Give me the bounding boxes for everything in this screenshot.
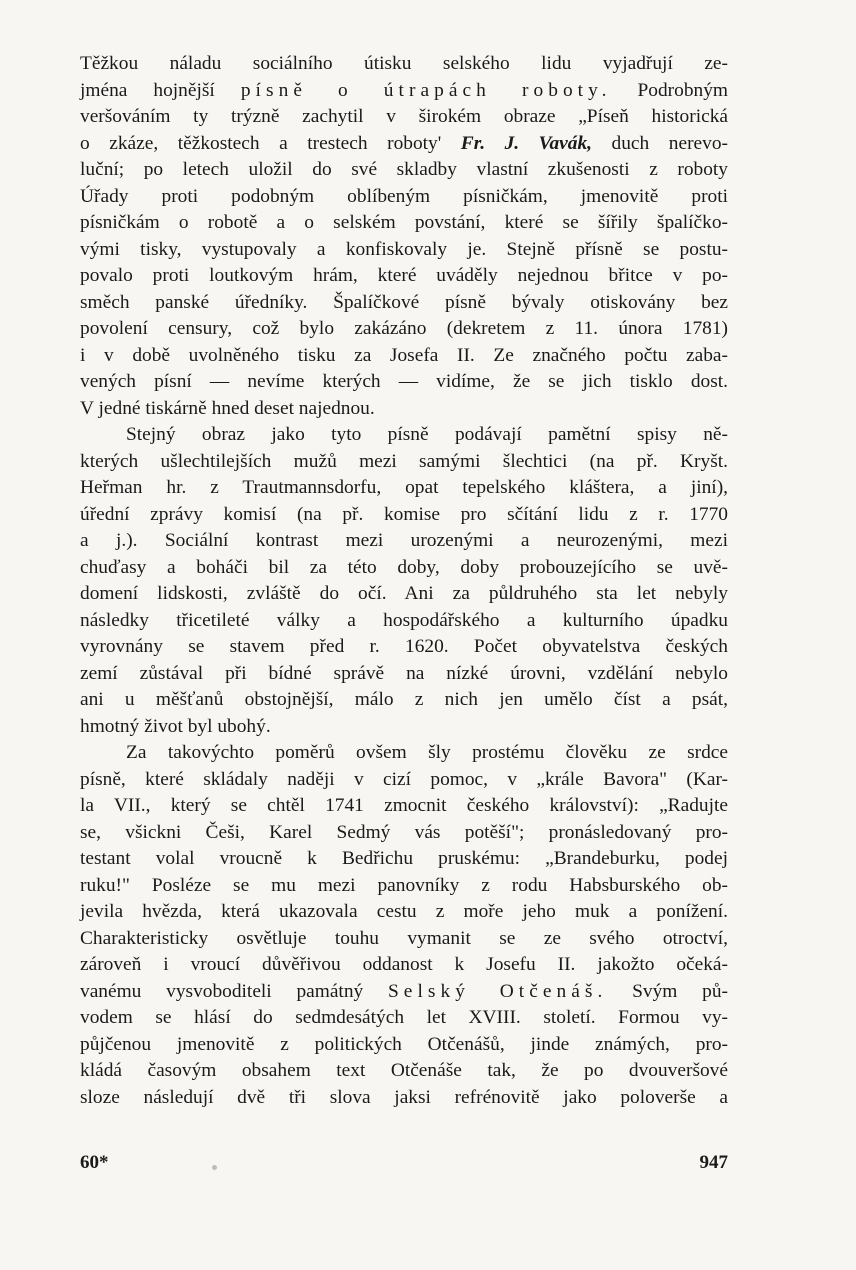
text-line: Těžkou náladu sociálního útisku selského lidu vyjadřují ze- [80,53,728,74]
text-segment: jména hojnější [80,79,241,101]
text-line: testant volal vroucně k Bedřichu pruskému: „Brandeburku, podej [80,848,728,869]
text-line: a j.). Sociální kontrast mezi urozenými a neurozenými, mezi [80,530,728,551]
paragraph [80,740,728,1111]
text-segment: Svým pů- [607,980,728,1002]
text-line [80,979,728,1006]
text-line: kterých ušlechtilejších mužů mezi samými šlechtici (na př. Kryšt. [80,450,728,472]
text-line: Úřady proti podobným oblíbeným písničkám, jmenovitě proti [80,185,728,207]
page-body [80,51,728,1111]
text-line: následky třicetileté války a hospodářského a kulturního úpadku [80,609,728,631]
text-line [80,78,728,105]
text-segment: Podrobným [611,79,729,101]
text-line: zemí zůstával při bídné správě na nízké úrovni, vzdělání nebylo [80,662,728,684]
text-line: Stejný obraz jako tyto písně podávají pamětní spisy ně- [126,424,728,445]
text-line: Charakteristicky osvětluje touhu vymanit se ze svého otroctví, [80,927,728,949]
text-line: zároveň i vroucí důvěřivou oddanost k Josefu II. jakožto očeká- [80,954,728,975]
text-line: jevila hvězda, která ukazovala cestu z moře jeho muk a ponížení. [80,901,728,922]
text-line: vými tisky, vystupovaly a konfiskovaly je. Stejně přísně se postu- [80,238,728,260]
text-line: chuďasy a boháči bil za této doby, doby probouzejícího se uvě- [80,556,728,578]
text-line: vodem se hlásí do sedmdesátých let XVIII. století. Formou vy- [80,1007,728,1028]
text-line: ruku!" Posléze se mu mezi panovníky z rodu Habsburského ob- [80,874,728,896]
text-line: veršováním ty trýzně zachytil v širokém obraze „Píseň historická [80,106,728,127]
text-line: i v době uvolněného tisku za Josefa II. Ze značného počtu zaba- [80,344,728,366]
text-line: Za takovýchto poměrů ovšem šly prostému člověku ze srdce [126,742,728,763]
text-line: Heřman hr. z Trautmannsdorfu, opat tepelského kláštera, a jiní), [80,477,728,498]
text-line: V jedné tiskárně hned deset najednou. [80,397,375,419]
text-line: písničkám o robotě a o selském povstání, které se šířily špalíčko- [80,212,728,233]
text-line: písně, které skládaly naději v cizí pomoc, v „krále Bavora" (Kar- [80,768,728,790]
author-name: Fr. J. Vavák, [460,132,592,154]
spaced-emphasis: Selský Otčenáš. [387,980,608,1002]
text-line: kládá časovým obsahem text Otčenáše tak, že po dvouveršové [80,1060,728,1081]
paragraph [80,422,728,740]
signature-mark: 60* [80,1152,109,1173]
text-line: vyrovnány se stavem před r. 1620. Počet obyvatelstva českých [80,636,728,657]
text-line: směch panské úředníky. Špalíčkové písně bývaly otiskovány bez [80,291,728,313]
print-speck [212,1165,217,1170]
page-number: 947 [699,1152,728,1173]
text-line: se, všickni Češi, Karel Sedmý vás potěší"; pronásledovaný pro- [80,821,728,843]
text-line: luční; po letech uložil do své skladby vlastní zkušenosti z roboty [80,159,728,180]
text-line: sloze následují dvě tři slova jaksi refrénovitě jako poloverše a [80,1086,728,1108]
paragraph [80,51,728,422]
text-segment: duch nerevo- [592,132,728,154]
text-segment: vanému vysvoboditeli památný [80,980,388,1002]
text-line: povalo proti loutkovým hrám, které uváděly nejednou břitce v po- [80,265,728,286]
page-footer [80,1152,728,1174]
text-line: domení lidskosti, zvláště do očí. Ani za půldruhého sta let nebyly [80,583,728,604]
text-line: ani u měšťanů obstojnější, málo z nich jen umělo číst a psát, [80,689,728,710]
text-line: vených písní — nevíme kterých — vidíme, že se jich tisklo dost. [80,371,728,392]
text-line: la VII., který se chtěl 1741 zmocnit českého království): „Radujte [80,795,728,816]
text-line: povolení censury, což bylo zakázáno (dekretem z 11. února 1781) [80,318,728,339]
text-line: úřední zprávy komisí (na př. komise pro sčítání lidu z r. 1770 [80,503,728,525]
text-line: hmotný život byl ubohý. [80,715,271,737]
text-line: půjčenou jmenovitě z politických Otčenášů, jinde známých, pro- [80,1033,728,1055]
text-line [80,131,728,158]
spaced-emphasis: písně o útrapách roboty. [240,79,612,101]
text-segment: o zkáze, těžkostech a trestech roboty' [80,132,461,154]
